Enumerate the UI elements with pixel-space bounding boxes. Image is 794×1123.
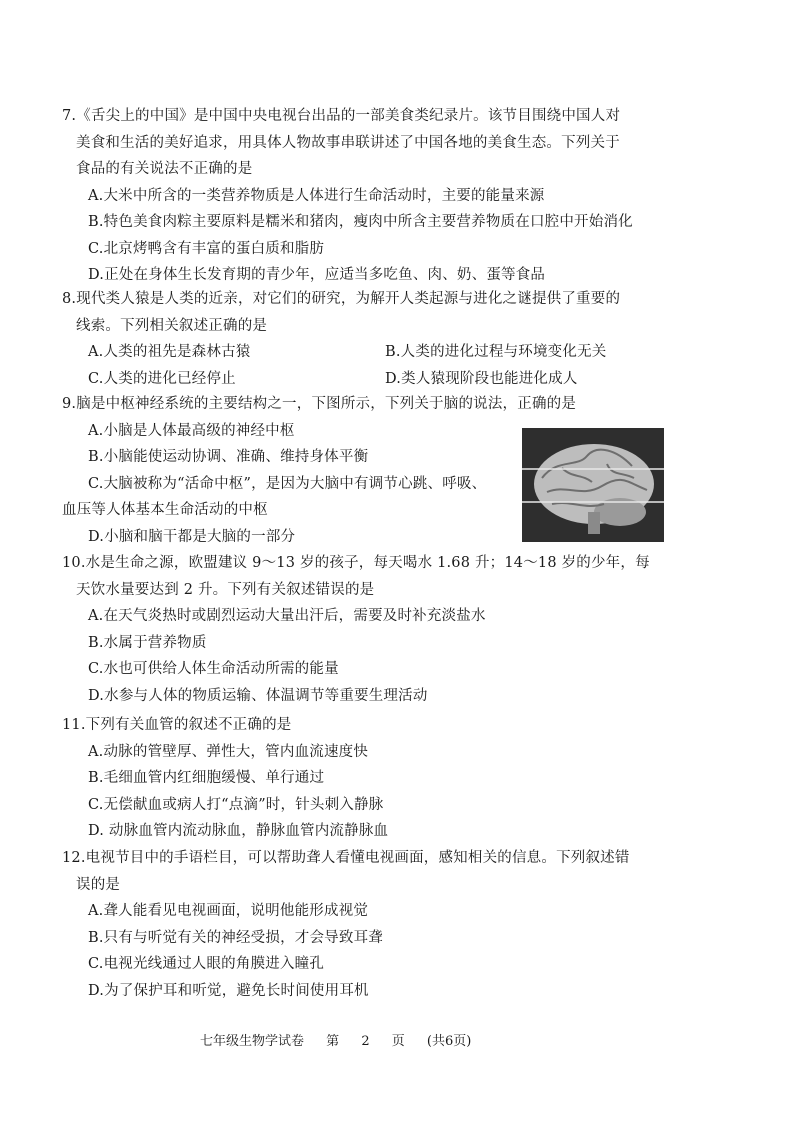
question-number: 8.	[62, 291, 77, 307]
question-stem-line: 下列有关血管的叙述不正确的是	[85, 717, 292, 733]
page-prefix: 第	[326, 1034, 340, 1049]
question-7	[62, 103, 682, 289]
option-c-continued: 血压等人体基本生命活动的中枢	[62, 502, 268, 518]
option-d: D. 动脉血管内流动脉血，静脉血管内流静脉血	[88, 823, 389, 839]
option-d: D.类人猿现阶段也能进化成人	[385, 370, 578, 387]
option-a: A.人类的祖先是森林古猿	[88, 344, 251, 360]
brain-illustration	[522, 428, 664, 542]
option-row	[62, 339, 682, 366]
question-stem-line: 线索。下列相关叙述正确的是	[76, 317, 268, 334]
question-stem-line: 现代类人猿是人类的近亲，对它们的研究，为解开人类起源与进化之谜提供了重要的	[76, 291, 621, 307]
question-10	[62, 550, 682, 709]
question-stem-line: 脑是中枢神经系统的主要结构之一，下图所示，下列关于脑的说法，正确的是	[76, 396, 577, 412]
question-stem-line: 水是生命之源，欧盟建议 9～13 岁的孩子，每天喝水 1.68 升；14～18 岁的少年，每	[85, 555, 650, 571]
question-number: 11.	[62, 717, 86, 733]
question-stem-line: 电视节目中的手语栏目，可以帮助聋人看懂电视画面，感知相关的信息。下列叙述错	[85, 850, 630, 866]
option-c: C.电视光线通过人眼的角膜进入瞳孔	[88, 956, 325, 972]
question-11	[62, 712, 682, 845]
question-stem-line: 天饮水量要达到 2 升。下列有关叙述错误的是	[76, 581, 375, 598]
option-b: B.特色美食肉粽主要原料是糯米和猪肉，瘦肉中所含主要营养物质在口腔中开始消化	[88, 214, 633, 230]
option-a: A.聋人能看见电视画面，说明他能形成视觉	[88, 903, 369, 919]
option-c: C.人类的进化已经停止	[88, 370, 236, 387]
question-number: 9.	[62, 396, 77, 412]
option-b: B.毛细血管内红细胞缓慢、单行通过	[88, 770, 325, 786]
option-c: C.大脑被称为“活命中枢”，是因为大脑中有调节心跳、呼吸、	[88, 475, 487, 492]
option-b: B.水属于营养物质	[88, 634, 207, 651]
option-d: D.小脑和脑干都是大脑的一部分	[88, 528, 296, 545]
page-footer	[200, 1030, 489, 1049]
option-a: A.大米中所含的一类营养物质是人体进行生命活动时，主要的能量来源	[88, 187, 545, 204]
option-row	[62, 366, 682, 393]
question-12	[62, 845, 682, 1004]
option-b: B.人类的进化过程与环境变化无关	[385, 344, 607, 360]
page-number: 2	[361, 1034, 370, 1049]
question-number: 10.	[62, 555, 86, 571]
option-a: A.动脉的管壁厚、弹性大，管内血流速度快	[88, 743, 369, 760]
question-number: 12.	[62, 850, 86, 866]
exam-title: 七年级生物学试卷	[200, 1034, 305, 1049]
option-b: B.只有与听觉有关的神经受损，才会导致耳聋	[88, 929, 383, 946]
option-c: C.无偿献血或病人打“点滴”时，针头刺入静脉	[88, 796, 384, 813]
option-a: A.小脑是人体最高级的神经中枢	[88, 422, 295, 439]
option-d: D.正处在身体生长发育期的青少年，应适当多吃鱼、肉、奶、蛋等食品	[88, 267, 546, 283]
question-8	[62, 286, 682, 392]
option-d: D.水参与人体的物质运输、体温调节等重要生理活动	[88, 687, 428, 704]
brain-photo	[522, 428, 664, 542]
question-stem-line: 食品的有关说法不正确的是	[76, 161, 253, 177]
page-total: (共6页)	[426, 1034, 472, 1049]
page-suffix: 页	[391, 1034, 405, 1049]
question-stem-line: 误的是	[76, 876, 121, 893]
question-stem-line: 美食和生活的美好追求，用具体人物故事串联讲述了中国各地的美食生态。下列关于	[76, 134, 620, 151]
option-c: C.水也可供给人体生命活动所需的能量	[88, 661, 339, 677]
option-a: A.在天气炎热时或剧烈运动大量出汗后，需要及时补充淡盐水	[88, 608, 486, 624]
question-number: 7.	[62, 108, 77, 124]
question-stem-line: 《舌尖上的中国》是中国中央电视台出品的一部美食类纪录片。该节目围绕中国人对	[76, 108, 621, 124]
option-c: C.北京烤鸭含有丰富的蛋白质和脂肪	[88, 240, 325, 257]
option-d: D.为了保护耳和听觉，避免长时间使用耳机	[88, 982, 369, 999]
option-b: B.小脑能使运动协调、准确、维持身体平衡	[88, 449, 369, 465]
